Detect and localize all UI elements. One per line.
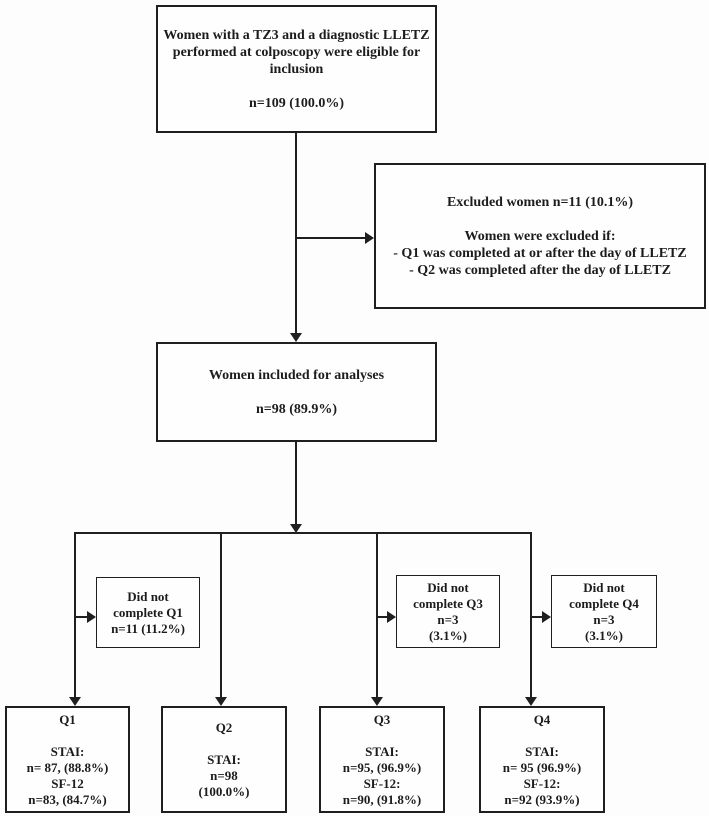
box-text-line: (3.1%) bbox=[429, 627, 467, 643]
arrowhead-right-dnc-q3-icon bbox=[387, 611, 396, 623]
box-text-line: - Q1 was completed at or after the day of LLETZ bbox=[393, 245, 687, 261]
box-text-line: performed at colposcopy were eligible for bbox=[172, 44, 421, 60]
arrowhead-right-excluded-icon bbox=[365, 232, 374, 244]
connector-branch-to-q2 bbox=[220, 532, 222, 697]
arrowhead-down-included-icon bbox=[290, 333, 302, 342]
arrowhead-down-q3-icon bbox=[371, 697, 383, 706]
box-text-line bbox=[158, 78, 435, 95]
box-text-line: Did not bbox=[427, 579, 469, 595]
box-text-line: STAI: bbox=[365, 743, 399, 759]
eligible-box bbox=[156, 5, 437, 133]
box-text-line: n=3 bbox=[593, 611, 615, 627]
box-text-line: SF-12: bbox=[523, 775, 561, 791]
arrowhead-right-dnc-q1-icon bbox=[87, 611, 96, 623]
box-text-line: n= 87, (88.8%) bbox=[26, 759, 109, 775]
box-text-line: n=109 (100.0%) bbox=[248, 95, 345, 111]
connector-included-to-branch bbox=[295, 442, 297, 524]
box-text-line: STAI: bbox=[207, 751, 241, 767]
box-text-line bbox=[376, 211, 704, 228]
arrowhead-down-q4-icon bbox=[525, 697, 537, 706]
box-text-line bbox=[481, 728, 603, 744]
q2-box bbox=[161, 706, 287, 813]
box-text-line: n=92 (93.9%) bbox=[504, 791, 580, 807]
excluded-box bbox=[374, 163, 706, 309]
did-not-complete-q4-box bbox=[551, 575, 657, 648]
box-text-line bbox=[163, 736, 285, 752]
box-text-line: n=98 (89.9%) bbox=[255, 401, 338, 417]
box-text-line: n=83, (84.7%) bbox=[28, 791, 107, 807]
box-text-line: Q4 bbox=[533, 711, 551, 727]
box-text-line: - Q2 was completed after the day of LLETZ bbox=[409, 262, 671, 278]
connector-branch-to-q3 bbox=[376, 532, 378, 697]
box-text-line bbox=[321, 728, 443, 744]
box-text-line: n=95, (96.9%) bbox=[342, 759, 422, 775]
branch-bar bbox=[74, 532, 532, 534]
box-text-line: n=90, (91.8%) bbox=[342, 791, 422, 807]
box-text-line: Excluded women n=11 (10.1%) bbox=[446, 194, 634, 210]
box-text-line: n= 95 (96.9%) bbox=[502, 759, 582, 775]
box-text-line: STAI: bbox=[525, 743, 559, 759]
connector-eligible-to-included bbox=[295, 133, 297, 334]
box-text-line: STAI: bbox=[50, 743, 85, 759]
box-text-line: Did not bbox=[127, 588, 169, 604]
box-text-line bbox=[7, 728, 128, 744]
box-text-line: Women were excluded if: bbox=[464, 228, 616, 244]
box-text-line: Q2 bbox=[215, 719, 233, 735]
arrowhead-down-q1-icon bbox=[69, 697, 81, 706]
box-text-line: complete Q3 bbox=[413, 595, 483, 611]
q1-box bbox=[5, 706, 130, 813]
box-text-line: Did not bbox=[583, 579, 625, 595]
box-text-line: (100.0%) bbox=[198, 783, 250, 799]
q3-box bbox=[319, 706, 445, 813]
box-text-line: (3.1%) bbox=[585, 627, 623, 643]
did-not-complete-q1-box bbox=[96, 577, 200, 648]
arrowhead-down-q2-icon bbox=[215, 697, 227, 706]
included-box bbox=[156, 342, 437, 442]
box-text-line: complete Q4 bbox=[569, 595, 639, 611]
box-text-line: Q3 bbox=[373, 711, 391, 727]
connector-branch-to-q1 bbox=[74, 532, 76, 697]
q4-box bbox=[479, 706, 605, 813]
box-text-line: Women included for analyses bbox=[208, 367, 385, 383]
connector-to-excluded bbox=[296, 237, 365, 239]
box-text-line: complete Q1 bbox=[113, 604, 183, 620]
box-text-line: Women with a TZ3 and a diagnostic LLETZ bbox=[163, 27, 430, 43]
box-text-line: n=11 (11.2%) bbox=[111, 620, 185, 636]
box-text-line: SF-12 bbox=[51, 775, 84, 791]
did-not-complete-q3-box bbox=[396, 575, 500, 648]
box-text-line: n=98 bbox=[210, 767, 238, 783]
arrowhead-right-dnc-q4-icon bbox=[542, 611, 551, 623]
box-text-line: n=3 bbox=[437, 611, 459, 627]
box-text-line: Q1 bbox=[59, 711, 76, 727]
box-text-line: inclusion bbox=[269, 61, 324, 77]
box-text-line bbox=[158, 384, 435, 401]
box-text-line: SF-12: bbox=[363, 775, 401, 791]
connector-branch-to-q4 bbox=[530, 532, 532, 697]
